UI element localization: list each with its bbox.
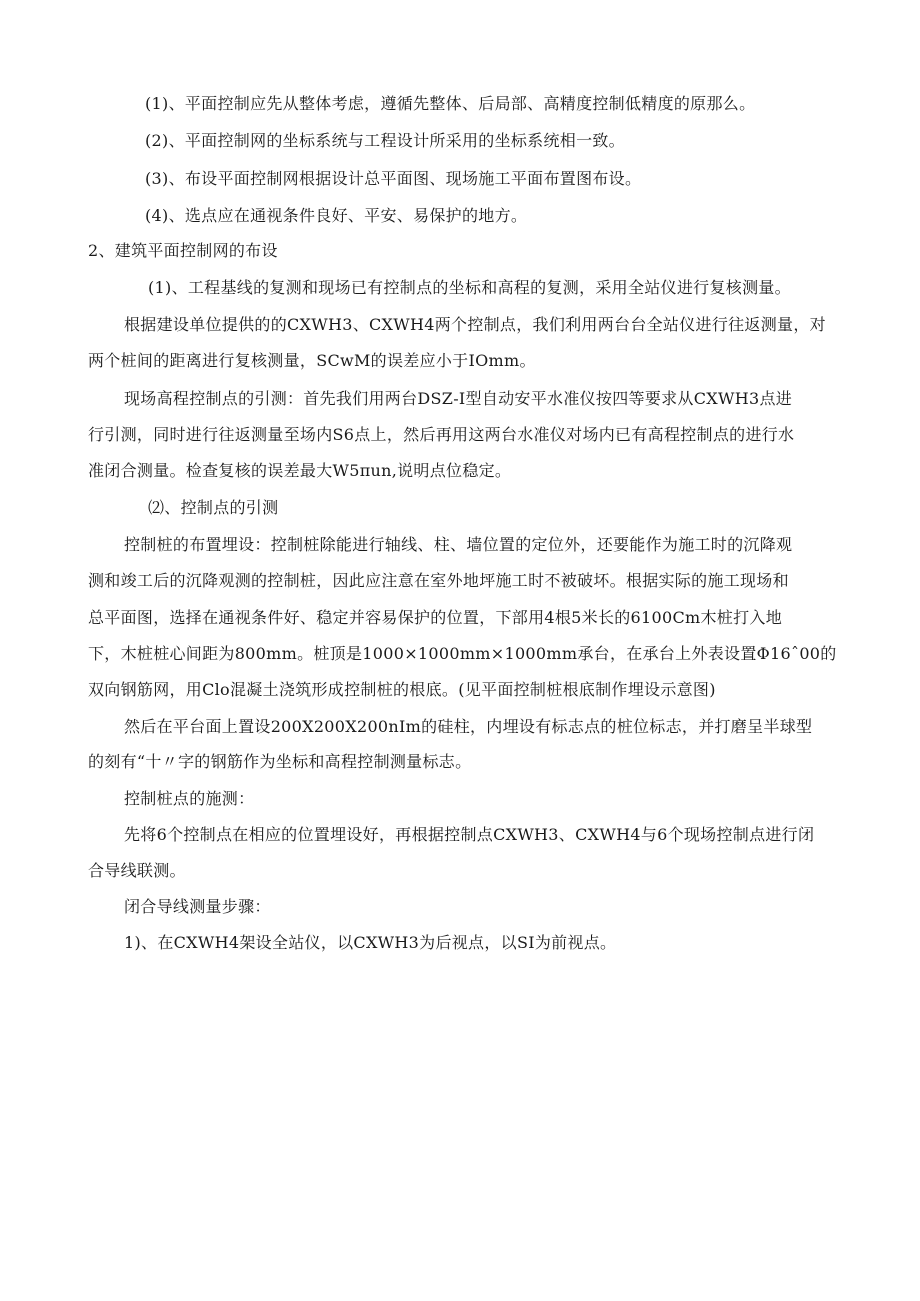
- pile-paragraph-line-4: 下，木桩桩心间距为800mm。桩顶是1000×1000mm×1000mm承台，在承台上外表设置Φ16ˆ00的: [88, 644, 837, 663]
- traverse-paragraph-line-2: 合导线联测。: [88, 861, 186, 880]
- principle-item-1: (1)、平面控制应先从整体考虑，遵循先整体、后局部、高精度控制低精度的原那么。: [145, 94, 756, 113]
- principle-item-2: (2)、平面控制网的坐标系统与工程设计所采用的坐标系统相一致。: [145, 131, 625, 150]
- steps-heading: 闭合导线测量步骤：: [124, 897, 271, 916]
- principle-item-4: (4)、选点应在通视条件良好、平安、易保护的地方。: [145, 206, 528, 225]
- pile-paragraph-line-3: 总平面图，选择在通视条件好、稳定并容易保护的位置，下部用4根5米长的6100Cm木桩打入地: [88, 608, 782, 627]
- elevation-paragraph-line-3: 准闭合测量。检查复核的误差最大W5πun,说明点位稳定。: [88, 461, 512, 480]
- pile-paragraph-line-1: 控制桩的布置埋设：控制桩除能进行轴线、柱、墙位置的定位外，还要能作为施工时的沉降观: [124, 535, 793, 554]
- section-heading: 2、建筑平面控制网的布设: [88, 241, 278, 260]
- pile-paragraph-line-2: 测和竣工后的沉降观测的控制桩，因此应注意在室外地坪施工时不被破坏。根据实际的施工现场和: [88, 571, 789, 590]
- baseline-paragraph-line-1: 根据建设单位提供的的CXWH3、CXWH4两个控制点，我们利用两台台全站仪进行往返测量，对: [124, 315, 826, 334]
- marker-paragraph-line-2: 的刻有“十〃字的钢筋作为坐标和高程控制测量标志。: [88, 752, 472, 771]
- step-1-line: 1)、在CXWH4架设全站仪，以CXWH3为后视点，以SI为前视点。: [124, 933, 617, 952]
- subsection-2-heading: ⑵、控制点的引测: [148, 498, 279, 517]
- pile-survey-heading: 控制桩点的施测：: [124, 789, 255, 808]
- pile-paragraph-line-5: 双向钢筋网，用Clo混凝土浇筑形成控制桩的根底。(见平面控制桩根底制作埋设示意图): [88, 680, 716, 699]
- traverse-paragraph-line-1: 先将6个控制点在相应的位置埋设好，再根据控制点CXWH3、CXWH4与6个现场控制点进行闭: [124, 825, 815, 844]
- marker-paragraph-line-1: 然后在平台面上置设200X200X200nIm的硅柱，内埋设有标志点的桩位标志，并打磨呈半球型: [124, 717, 813, 736]
- subsection-1-line: (1)、工程基线的复测和现场已有控制点的坐标和高程的复测，采用全站仪进行复核测量。: [148, 278, 791, 297]
- elevation-paragraph-line-1: 现场高程控制点的引测：首先我们用两台DSZ-I型自动安平水准仪按四等要求从CXWH3点进: [124, 389, 793, 408]
- baseline-paragraph-line-2: 两个桩间的距离进行复核测量，SCwM的误差应小于IOmm。: [88, 351, 536, 370]
- principle-item-3: (3)、布设平面控制网根据设计总平面图、现场施工平面布置图布设。: [145, 169, 642, 188]
- elevation-paragraph-line-2: 行引测，同时进行往返测量至场内S6点上，然后再用这两台水准仪对场内已有高程控制点的进行水: [88, 425, 795, 444]
